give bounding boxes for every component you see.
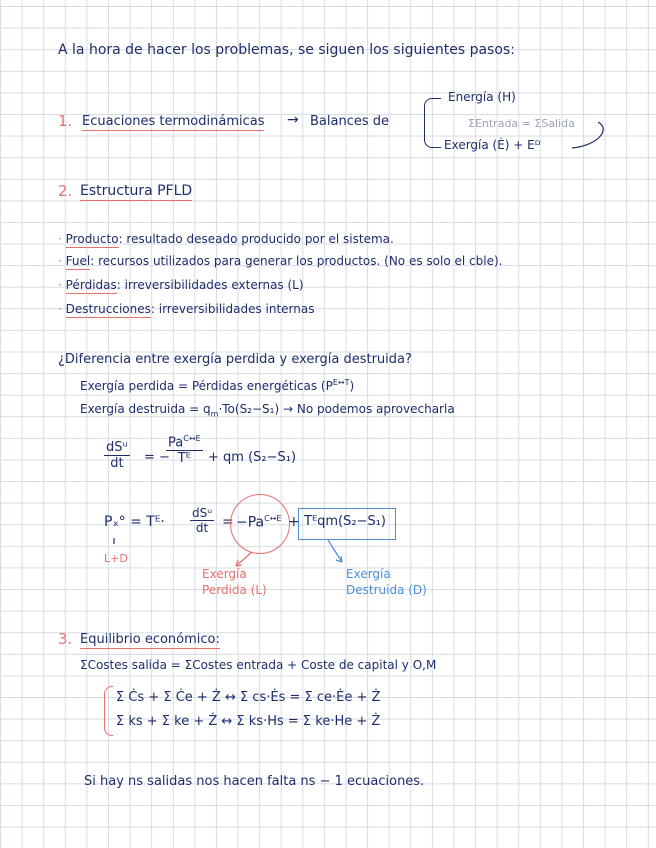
desc-fuel: : recursos utilizados para generar los productos. (No es solo el cble). <box>90 254 503 268</box>
question-title: ¿Diferencia entre exergía perdida y exergía destruida? <box>58 352 412 367</box>
sum-note: ΣEntrada = ΣSalida <box>468 117 575 130</box>
step3-number: 3. <box>58 630 73 648</box>
eq1-rest: + qm (S₂−S₁) <box>208 450 297 465</box>
eq1-equals: = − <box>144 450 170 465</box>
system-bracket <box>104 686 113 736</box>
term-fuel: Fuel <box>65 254 91 268</box>
desc-perdidas: : irreversibilidades externas (L) <box>116 278 304 292</box>
step3-label: Equilibrio económico: <box>80 632 220 647</box>
eq2-fraction: dSᵘ dt <box>192 506 213 535</box>
term-producto: Producto <box>65 232 119 246</box>
eq2-boxed: Tᴱqm(S₂−S₁) <box>304 514 386 529</box>
exergia-text: Exergía (Ė) + Eᴰ <box>444 138 541 152</box>
step1-label: Ecuaciones termodinámicas <box>82 114 265 129</box>
final-text: Si hay ns salidas nos hacen falta ns − 1 ecuaciones. <box>84 774 425 789</box>
desc-destrucciones: : irreversibilidades internas <box>150 302 315 316</box>
step1-arrow: → <box>287 112 299 128</box>
step2-number: 2. <box>58 182 73 200</box>
desc-producto: : resultado deseado producido por el sistema. <box>118 232 394 246</box>
eq2-plus: + <box>288 514 300 530</box>
red-note: Exergía Perdida (L) <box>202 567 267 597</box>
step3-line: ΣCostes salida = ΣCostes entrada + Coste de capital y O,M <box>80 658 437 672</box>
eq2-circled: $-Pa^{C\leftrightarrow E}$ <box>236 514 282 531</box>
intro-text: A la hora de hacer los problemas, se siguen los siguientes pasos: <box>58 42 515 58</box>
step1-balances: Balances de <box>310 114 390 129</box>
energia-text: Energía (H) <box>448 90 516 104</box>
eq2-lhs: Pₓ° = Tᴱ· <box>104 514 165 530</box>
question-line1: Exergía perdida = Pérdidas energéticas $(P^{E\leftrightarrow T})$ <box>80 378 355 393</box>
eq2-equals: = <box>222 514 234 530</box>
question-line2: Exergía destruida = $q_m\cdot To(S_2-S_1) \to No$ podemos aprovecharla <box>80 402 455 419</box>
system-eq1: Σ Ċs + Σ Ċe + Ż ↔ Σ cs·Ės = Σ ce·Ėe + Ż <box>116 690 381 705</box>
eq2-under: L+D <box>104 552 128 565</box>
list-item-perdidas: · Pérdidas: irreversibilidades externas (L) <box>58 278 304 292</box>
term-perdidas: Pérdidas <box>65 278 117 292</box>
list-item-fuel: · Fuel: recursos utilizados para generar los productos. (No es solo el cble). <box>58 254 503 268</box>
term-destrucciones: Destrucciones <box>65 302 151 316</box>
list-item-producto: · Producto: resultado deseado producido por el sistema. <box>58 232 394 246</box>
step2-label: Estructura PFLD <box>80 183 193 199</box>
blue-note: Exergía Destruida (D) <box>346 567 427 597</box>
list-item-destrucciones: · Destrucciones: irreversibilidades internas <box>58 302 315 316</box>
eq1-fraction-dsdt: dSᵘ dt <box>106 440 128 471</box>
eq1-fraction-pa: $Pa^{C\leftrightarrow E}$ Tᴱ <box>168 434 201 467</box>
system-eq2: Σ ks + Σ ke + Ż ↔ Σ ks·Hs = Σ ke·He + Ż <box>116 714 381 729</box>
step1-number: 1. <box>58 112 73 130</box>
